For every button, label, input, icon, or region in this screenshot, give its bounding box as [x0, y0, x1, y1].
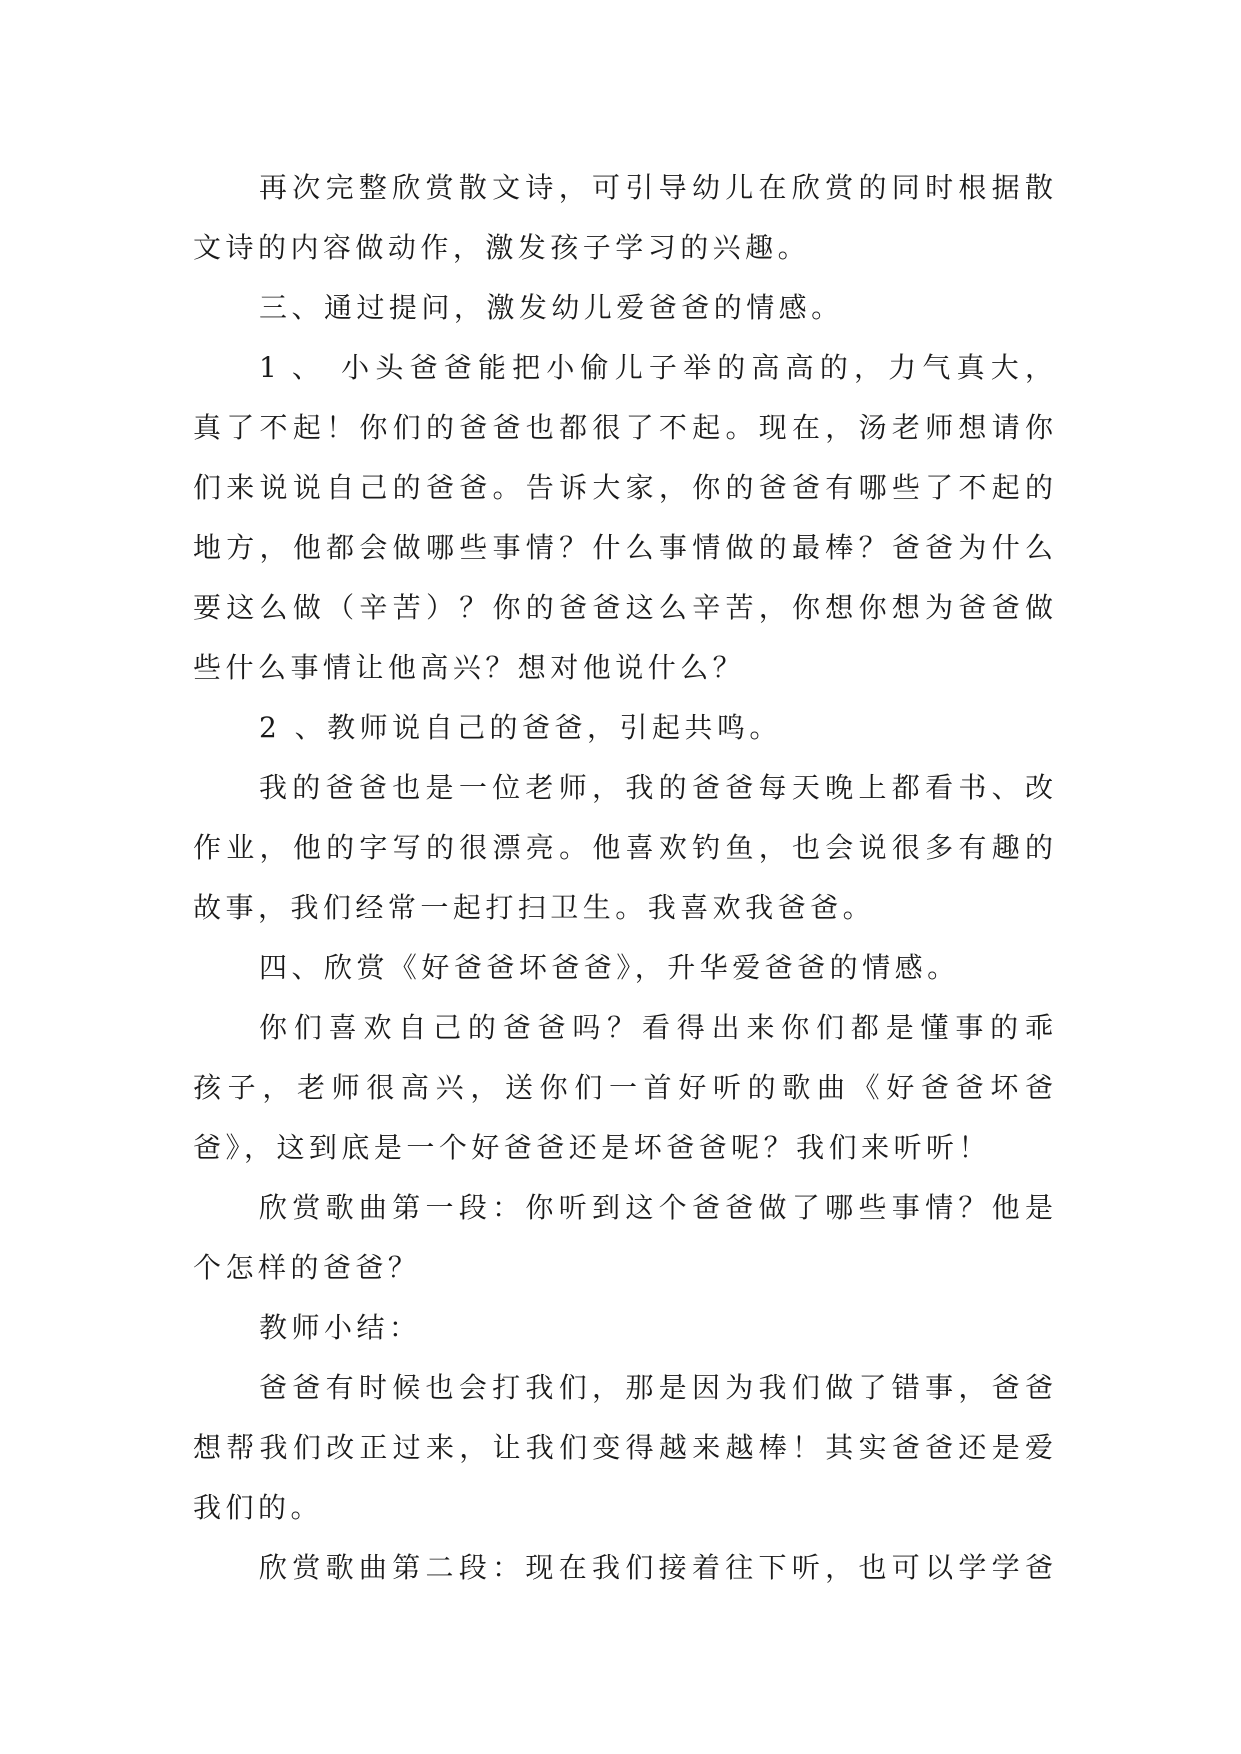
text-line: 些什么事情让他高兴？想对他说什么？ — [193, 651, 746, 684]
text-line: 欣赏歌曲第二段：现在我们接着往下听，也可以学学爸 — [259, 1551, 1053, 1584]
text-line: 孩子，老师很高兴，送你们一首好听的歌曲《好爸爸坏爸 — [193, 1071, 1053, 1104]
text-line: 个怎样的爸爸？ — [193, 1251, 421, 1284]
text-line: 要这么做（辛苦）？你的爸爸这么辛苦，你想你想为爸爸做 — [193, 591, 1053, 624]
text-line: 欣赏歌曲第一段：你听到这个爸爸做了哪些事情？他是 — [259, 1191, 1053, 1224]
text-line: 教师小结： — [259, 1311, 422, 1344]
text-line: 爸》，这到底是一个好爸爸还是坏爸爸呢？我们来听听！ — [193, 1131, 992, 1164]
text-line: 文诗的内容做动作，激发孩子学习的兴趣。 — [193, 231, 811, 264]
text-line: 地方，他都会做哪些事情？什么事情做的最棒？爸爸为什么 — [193, 531, 1053, 564]
text-line: 我们的。 — [193, 1491, 323, 1524]
text-line: 想帮我们改正过来，让我们变得越来越棒！其实爸爸还是爱 — [193, 1431, 1053, 1464]
text-line: 三、通过提问，激发幼儿爱爸爸的情感。 — [259, 291, 844, 324]
text-line: 真了不起！你们的爸爸也都很了不起。现在，汤老师想请你 — [193, 411, 1053, 444]
text-line: 故事，我们经常一起打扫卫生。我喜欢我爸爸。 — [193, 891, 876, 924]
text-line: 我的爸爸也是一位老师，我的爸爸每天晚上都看书、改 — [259, 771, 1053, 804]
text-line: 爸爸有时候也会打我们，那是因为我们做了错事，爸爸 — [259, 1371, 1053, 1404]
text-line: 作业，他的字写的很漂亮。他喜欢钓鱼，也会说很多有趣的 — [193, 831, 1053, 864]
text-line: 你们喜欢自己的爸爸吗？看得出来你们都是懂事的乖 — [259, 1011, 1053, 1044]
text-line: 们来说说自己的爸爸。告诉大家，你的爸爸有哪些了不起的 — [193, 471, 1053, 504]
text-line: 四、欣赏《好爸爸坏爸爸》，升华爱爸爸的情感。 — [259, 951, 960, 984]
text-line: 1 、 小头爸爸能把小偷儿子举的高高的，力气真大， — [259, 351, 1053, 384]
text-line: 2 、教师说自己的爸爸，引起共鸣。 — [259, 711, 782, 744]
text-line: 再次完整欣赏散文诗，可引导幼儿在欣赏的同时根据散 — [259, 171, 1053, 204]
document-body — [193, 158, 1053, 1598]
